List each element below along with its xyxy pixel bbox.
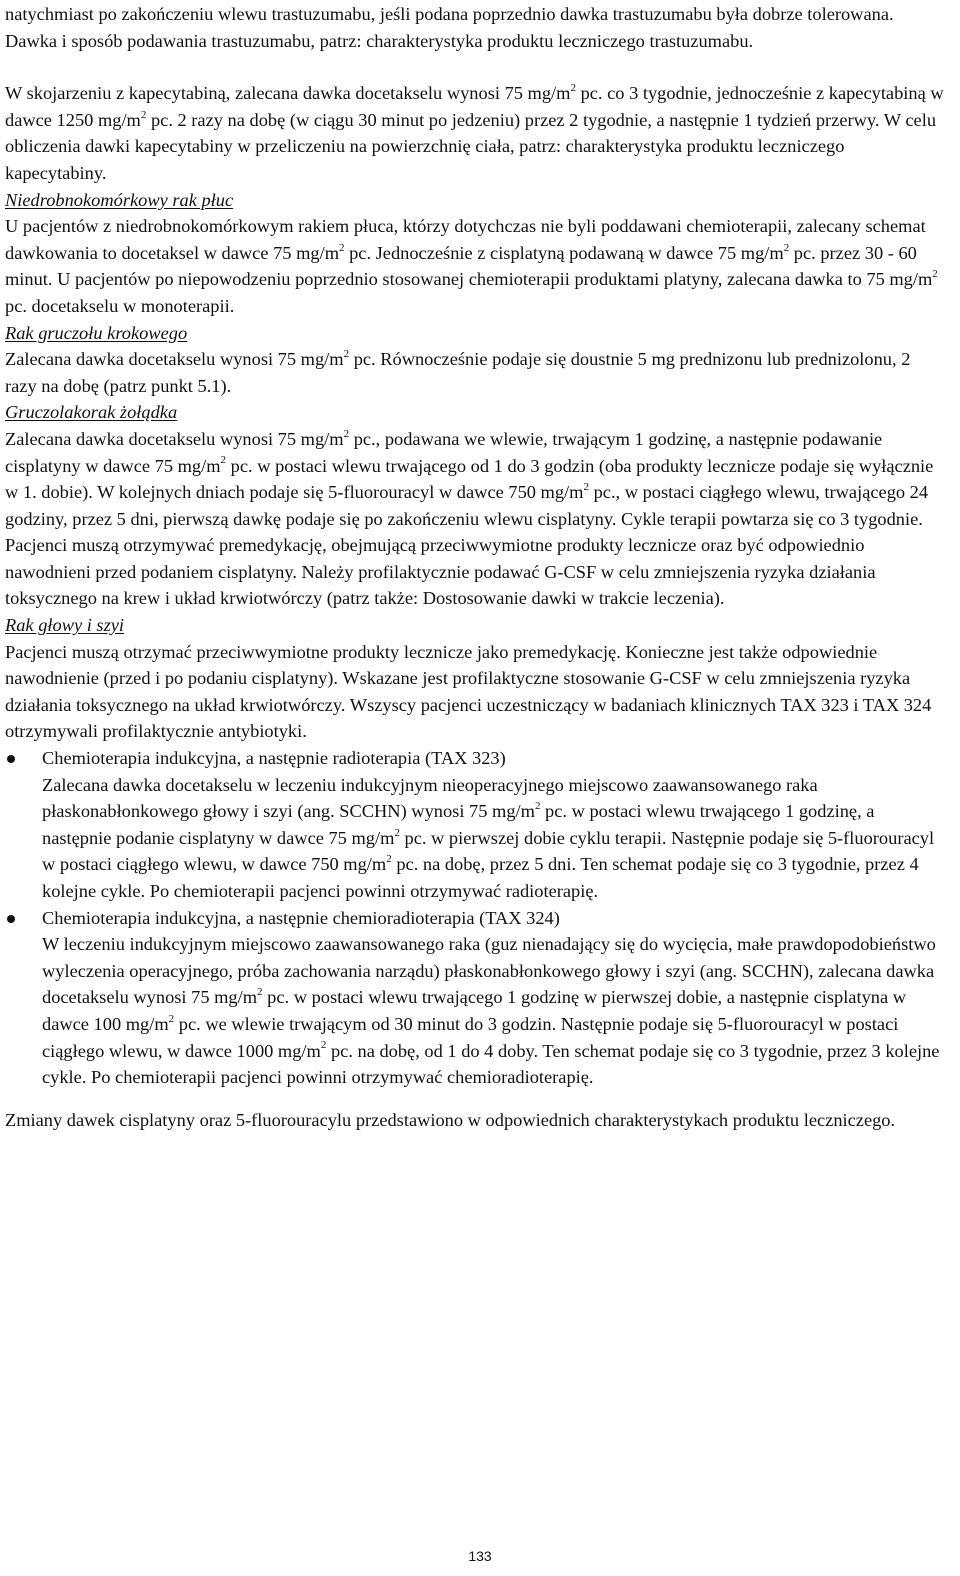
section-body-head-neck: Pacjenci muszą otrzymać przeciwwymiotne produkty lecznicze jako premedykację. Konieczne jest także odpowiednie nawodnienie (przed i po podaniu cisplatyny). Wskazane jest profilaktyczne stosowanie G-CSF w celu zmniejszenia ryzyka działania toksycznego na układ krwiotwórczy. Wszyscy pacjenci uczestniczący w badaniach klinicznych TAX 323 i TAX 324 otrzymywali profilaktycznie antybiotyki.: [5, 641, 932, 742]
superscript: 2: [168, 1012, 175, 1025]
list-item: Chemioterapia indukcyjna, a następnie radioterapia (TAX 323) Zalecana dawka docetakselu w leczeniu indukcyjnym nieoperacyjnego miejscowo zaawansowanego raka płaskonabłonkowego głowy i szyi (ang. SCCHN) wynosi 75 $mg/m^2$ pc. w postaci wlewu trwającego 1 godzinę, a następnie podanie cisplatyny w dawce 75 $mg/m^2$ pc. w pierwszej dobie cyklu terapii. Następnie podaje się 5-fluorouracyl w postaci ciągłego wlewu, w dawce 750 $mg/m^2$ pc. na dobę, przez 5 dni. Ten schemat podaje się co 3 tygodnie, przez 4 kolejne cykle. Po chemioterapii pacjenci powinni otrzymywać radioterapię.: [5, 745, 945, 905]
intro-paragraph-trastuzumab: natychmiast po zakończeniu wlewu trastuzumabu, jeśli podana poprzednio dawka trastuzumabu była dobrze tolerowana. Dawka i sposób podawania trastuzumabu, patrz: charakterystyka produktu leczniczego trastuzumabu.: [5, 4, 894, 51]
document-page: [5, 0, 945, 1133]
list-item: Chemioterapia indukcyjna, a następnie chemioradioterapia (TAX 324) W leczeniu indukcyjnym miejscowo zaawansowanego raka (guz nienadający się do wycięcia, małe prawdopodobieństwo wyleczenia operacyjnego, próba zachowania narządu) płaskonabłonkowego głowy i szyi (ang. SCCHN), zalecana dawka docetakselu wynosi 75 $mg/m^2$ pc. w postaci wlewu trwającego 1 godzinę w pierwszej dobie, a następnie cisplatyna w dawce 100 $mg/m^2$ pc. we wlewie trwającym od 30 minut do 3 godzin. Następnie podaje się 5-fluorouracyl w postaci ciągłego wlewu, w dawce 1000 $mg/m^2$ pc. na dobę, od 1 do 4 doby. Ten schemat podaje się co 3 tygodnie, przez 3 kolejne cykle. Po chemioterapii pacjenci powinni otrzymywać chemioradioterapię.: [5, 905, 945, 1091]
bullet-title: Chemioterapia indukcyjna, a następnie chemioradioterapia (TAX 324): [42, 907, 560, 928]
page-number: 133: [468, 1548, 492, 1564]
bullet-title: Chemioterapia indukcyjna, a następnie radioterapia (TAX 323): [42, 748, 506, 769]
section-heading-prostate: Rak gruczołu krokowego: [5, 322, 188, 343]
bullet-dot-icon: [7, 755, 15, 763]
section-heading-head-neck: Rak głowy i szyi: [5, 615, 125, 636]
section-body-nsclc: U pacjentów z niedrobnokomórkowym rakiem płuca, którzy dotychczas nie byli poddawani chemioterapii, zalecany schemat dawkowania to docetaksel w dawce 75 $mg/m^2$ pc. Jednocześnie z cisplatyną podawaną w dawce 75 $mg/m^2$ pc. przez 30 - 60 minut. U pacjentów po niepowodzeniu poprzednio stosowanej chemioterapii produktami platyny, zalecana dawka to 75 $mg/m^2$ pc. docetakselu w monoterapii.: [5, 216, 938, 316]
superscript: 2: [783, 241, 790, 254]
section-heading-gastric: Gruczolakorak żołądka: [5, 402, 178, 423]
treatment-bullet-list: [5, 745, 945, 1091]
superscript: 2: [257, 986, 263, 999]
superscript: 2: [570, 82, 576, 95]
superscript: 2: [343, 348, 350, 360]
superscript: 2: [140, 108, 147, 121]
superscript: 2: [394, 826, 400, 839]
bullet-dot-icon: [7, 915, 15, 923]
superscript: 2: [220, 454, 227, 467]
intro-paragraph-capecitabine: W skojarzeniu z kapecytabiną, zalecana dawka docetakselu wynosi 75 $mg/m^2$ pc. co 3 tygodnie, jednocześnie z kapecytabiną w dawce 1250 $mg/m^2$ pc. 2 razy na dobę (w ciągu 30 minut po jedzeniu) przez 2 tygodnie, a następnie 1 tydzień przerwy. W celu obliczenia dawki kapecytabiny w przeliczeniu na powierzchnię ciała, patrz: charakterystyka produktu leczniczego kapecytabiny.: [5, 82, 944, 183]
superscript: 2: [583, 480, 589, 493]
superscript: 2: [343, 427, 350, 440]
section-heading-nsclc: Niedrobnokomórkowy rak płuc: [5, 189, 234, 210]
superscript: 2: [534, 800, 541, 813]
superscript: 2: [320, 1039, 327, 1052]
superscript: 2: [339, 241, 345, 254]
closing-paragraph: Zmiany dawek cisplatyny oraz 5-fluorouracylu przedstawiono w odpowiednich charakterystykach produktu leczniczego.: [5, 1109, 896, 1130]
section-body-gastric: Zalecana dawka docetakselu wynosi 75 $mg/m^2$ pc., podawana we wlewie, trwającym 1 godzinę, a następnie podawanie cisplatyny w dawce 75 $mg/m^2$ pc. w postaci wlewu trwającego od 1 do 3 godzin (oba produkty lecznicze podaje się wyłącznie w 1. dobie). W kolejnych dniach podaje się 5-fluorouracyl w dawce 750 $mg/m^2$ pc., w postaci ciągłego wlewu, trwającego 24 godziny, przez 5 dni, pierwszą dawkę podaje się po zakończeniu wlewu cisplatyny. Cykle terapii powtarza się co 3 tygodnie. Pacjenci muszą otrzymywać premedykację, obejmującą przeciwwymiotne produkty lecznicze oraz być odpowiednio nawodnieni przed podaniem cisplatyny. Należy profilaktycznie podawać G-CSF w celu zmniejszenia ryzyka działania toksycznego na krew i układ krwiotwórczy (patrz także: Dostosowanie dawki w trakcie leczenia).: [5, 427, 934, 609]
section-body-prostate: Zalecana dawka docetakselu wynosi 75 $mg/m^2$ pc. Równocześnie podaje się doustnie 5 mg prednizonu lub prednizolonu, 2 razy na dobę (patrz punkt 5.1).: [5, 348, 911, 396]
superscript: 2: [932, 268, 938, 281]
superscript: 2: [386, 853, 392, 866]
